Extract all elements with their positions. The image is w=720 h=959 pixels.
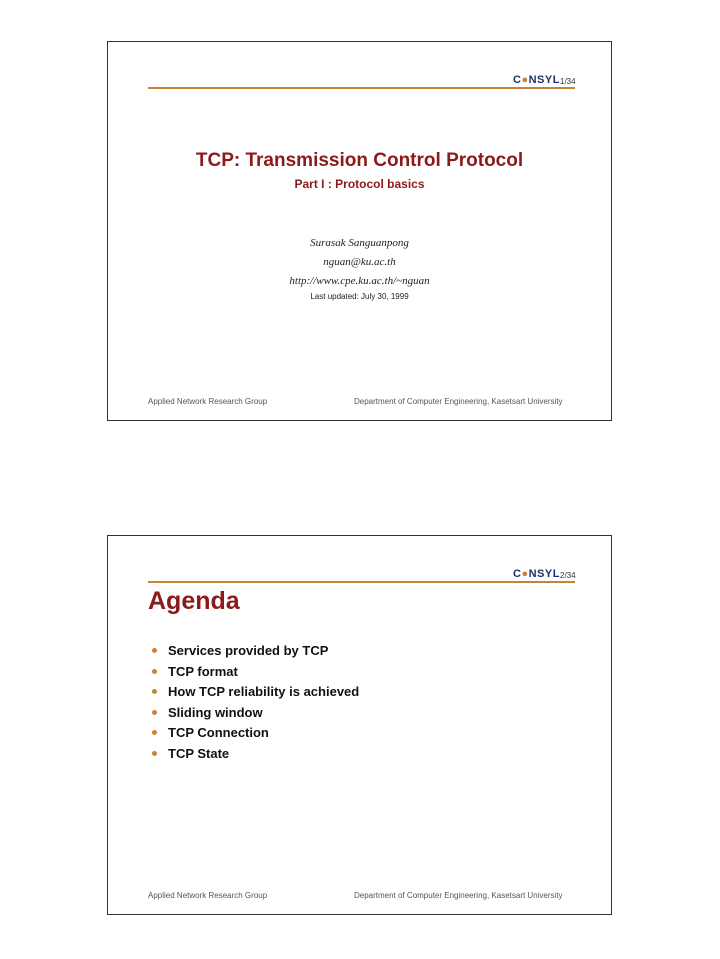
author-block — [108, 234, 611, 303]
list-item: How TCP reliability is achieved — [152, 682, 359, 703]
slide-subtitle: Part I : Protocol basics — [294, 177, 425, 191]
list-item: TCP State — [152, 744, 359, 765]
slide-title: TCP: Transmission Control Protocol — [195, 150, 524, 171]
slide-1 — [107, 41, 612, 421]
consyl-logo: C●NSYL — [513, 74, 560, 86]
author-email: nguan@ku.ac.th — [323, 256, 396, 268]
footer-department: Department of Computer Engineering, Kasetsart University — [354, 397, 563, 406]
header-divider — [148, 581, 575, 583]
bullet-icon — [152, 751, 157, 756]
agenda-list — [152, 641, 359, 764]
author-url: http://www.cpe.ku.ac.th/~nguan — [289, 275, 430, 287]
bullet-icon — [152, 730, 157, 735]
footer-group: Applied Network Research Group — [148, 397, 268, 406]
list-item: Sliding window — [152, 703, 359, 724]
list-item: TCP Connection — [152, 723, 359, 744]
logo-dot-icon: ● — [521, 74, 529, 86]
page-number: 1/34 — [560, 77, 576, 86]
bullet-icon — [152, 669, 157, 674]
bullet-icon — [152, 689, 157, 694]
logo-dot-icon: ● — [521, 568, 529, 580]
slide-title: Agenda — [148, 587, 240, 615]
footer-department: Department of Computer Engineering, Kasetsart University — [354, 891, 563, 900]
consyl-logo: C●NSYL — [513, 568, 560, 580]
page-number: 2/34 — [560, 571, 576, 580]
author-name: Surasak Sanguanpong — [310, 237, 409, 249]
last-updated: Last updated: July 30, 1999 — [310, 292, 409, 301]
header-divider — [148, 87, 575, 89]
footer-group: Applied Network Research Group — [148, 891, 268, 900]
list-item: Services provided by TCP — [152, 641, 359, 662]
slide-2 — [107, 535, 612, 915]
bullet-icon — [152, 648, 157, 653]
bullet-icon — [152, 710, 157, 715]
list-item: TCP format — [152, 662, 359, 683]
